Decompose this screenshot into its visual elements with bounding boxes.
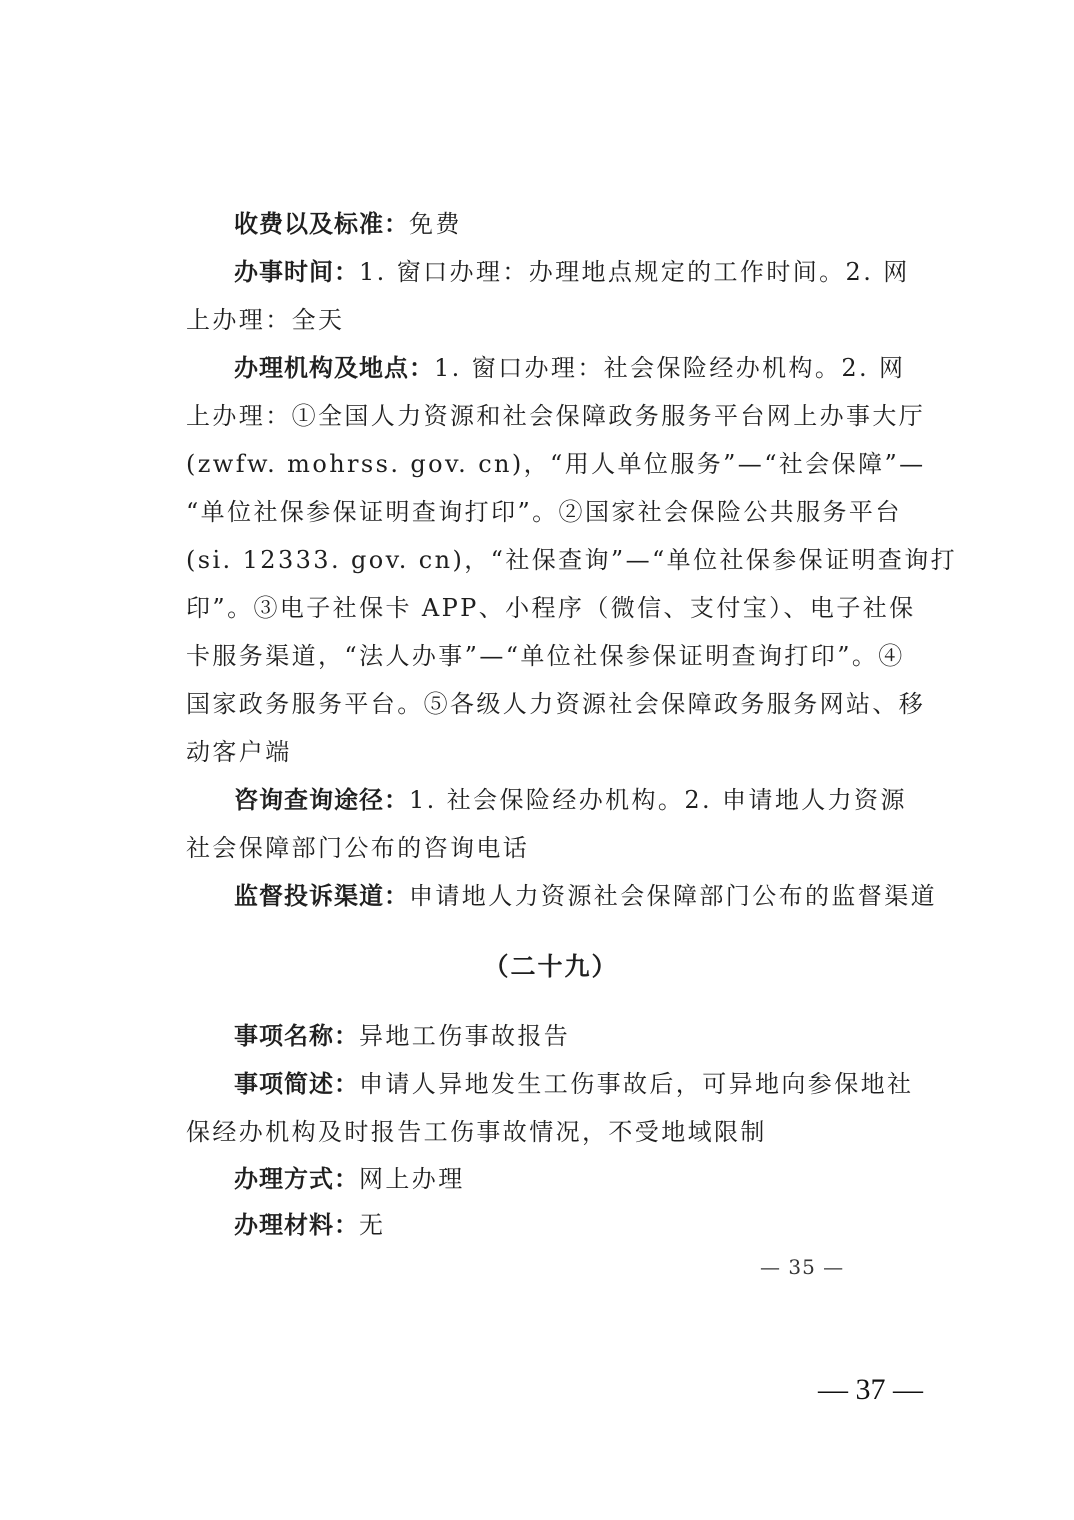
agency-line: (zwfw. mohrss. gov. cn)，“用人单位服务”—“社会保障”— bbox=[186, 450, 926, 478]
consult-paragraph-line2: 社会保障部门公布的咨询电话 bbox=[186, 834, 530, 862]
section-heading: （二十九） bbox=[483, 952, 619, 981]
agency-paragraph-line1 bbox=[234, 351, 906, 385]
item-desc-label: 事项简述： bbox=[234, 1070, 359, 1098]
item-name-paragraph bbox=[234, 1019, 886, 1053]
page-number-outer: — 37 — bbox=[818, 1373, 923, 1406]
consult-text-1: 1. 社会保险经办机构。2. 申请地人力资源 bbox=[409, 786, 907, 814]
agency-line: 动客户端 bbox=[186, 738, 292, 766]
hours-paragraph-line1 bbox=[234, 255, 910, 289]
fee-text: 免费 bbox=[409, 210, 462, 238]
item-name-text: 异地工伤事故报告 bbox=[359, 1022, 571, 1050]
item-name-label: 事项名称： bbox=[234, 1022, 359, 1050]
complaint-text: 申请地人力资源社会保障部门公布的监督渠道 bbox=[409, 882, 937, 910]
materials-paragraph bbox=[234, 1208, 886, 1242]
complaint-paragraph bbox=[234, 879, 937, 913]
agency-line: “单位社保参保证明查询打印”。②国家社会保险公共服务平台 bbox=[186, 498, 902, 526]
fee-paragraph bbox=[234, 207, 886, 241]
method-paragraph bbox=[234, 1162, 886, 1196]
agency-line: 印”。③电子社保卡 APP、小程序（微信、支付宝）、电子社保 bbox=[186, 594, 916, 622]
complaint-label: 监督投诉渠道： bbox=[234, 882, 409, 910]
consult-paragraph-line1 bbox=[234, 783, 907, 817]
hours-label: 办事时间： bbox=[234, 258, 359, 286]
materials-label: 办理材料： bbox=[234, 1211, 359, 1239]
item-desc-paragraph-line2: 保经办机构及时报告工伤事故情况，不受地域限制 bbox=[186, 1118, 767, 1146]
hours-paragraph-line2: 上办理：全天 bbox=[186, 306, 345, 334]
fee-label: 收费以及标准： bbox=[234, 210, 409, 238]
method-label: 办理方式： bbox=[234, 1165, 359, 1193]
hours-text-1: 1. 窗口办理：办理地点规定的工作时间。2. 网 bbox=[359, 258, 910, 286]
agency-line: 卡服务渠道，“法人办事”—“单位社保参保证明查询打印”。④ bbox=[186, 642, 905, 670]
agency-line: (si. 12333. gov. cn)，“社保查询”—“单位社保参保证明查询打 bbox=[186, 546, 958, 574]
materials-text: 无 bbox=[359, 1211, 386, 1239]
agency-label: 办理机构及地点： bbox=[234, 354, 434, 382]
agency-line: 上办理：①全国人力资源和社会保障政务服务平台网上办事大厅 bbox=[186, 402, 926, 430]
agency-line: 国家政务服务平台。⑤各级人力资源社会保障政务服务网站、移 bbox=[186, 690, 926, 718]
method-text: 网上办理 bbox=[359, 1165, 465, 1193]
item-desc-text-1: 申请人异地发生工伤事故后，可异地向参保地社 bbox=[359, 1070, 914, 1098]
page-number-inner: — 35 — bbox=[760, 1255, 845, 1279]
agency-text-1: 1. 窗口办理：社会保险经办机构。2. 网 bbox=[434, 354, 906, 382]
item-desc-paragraph-line1 bbox=[234, 1067, 914, 1101]
consult-label: 咨询查询途径： bbox=[234, 786, 409, 814]
